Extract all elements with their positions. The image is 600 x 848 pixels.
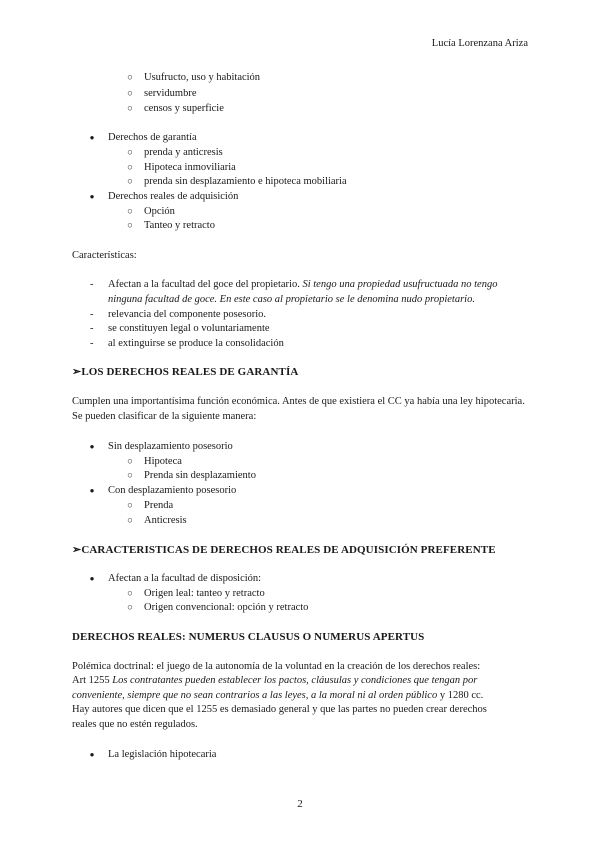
section-heading: ➢LOS DERECHOS REALES DE GARANTÍA xyxy=(72,366,299,378)
circle-bullet-icon: ○ xyxy=(127,603,133,613)
paragraph-line: Hay autores que dicen que el 1255 es demasiado general y que las partes no pueden crear derechos xyxy=(72,704,487,715)
list-item: Sin desplazamiento posesorio xyxy=(108,441,233,452)
list-item: Derechos reales de adquisición xyxy=(108,191,239,202)
characteristics-label: Características: xyxy=(72,250,137,261)
dash-bullet-icon: - xyxy=(90,309,94,320)
circle-bullet-icon: ○ xyxy=(127,589,133,599)
list-item: Con desplazamiento posesorio xyxy=(108,485,237,496)
circle-bullet-icon: ○ xyxy=(127,148,133,158)
page-number: 2 xyxy=(297,798,303,810)
list-item: relevancia del componente posesorio. xyxy=(108,309,267,320)
circle-bullet-icon: ○ xyxy=(127,207,133,217)
circle-bullet-icon: ○ xyxy=(127,471,133,481)
section-heading: ➢CARACTERISTICAS DE DERECHOS REALES DE ADQUISICIÓN PREFERENTE xyxy=(72,544,496,556)
paragraph: Cumplen una importantísima función económica. Antes de que existiera el CC ya había una ley hipotecaria. Se pueden clasificar de la siguiente manera: xyxy=(72,396,525,422)
section-heading: DERECHOS REALES: NUMERUS CLAUSUS O NUMERUS APERTUS xyxy=(72,631,425,643)
paragraph-line: conveniente, siempre que no sean contrarios a las leyes, a la moral ni al orden público y 1280 cc. xyxy=(72,690,484,701)
list-item: prenda y anticresis xyxy=(144,147,223,158)
author-name: Lucía Lorenzana Ariza xyxy=(431,38,528,49)
list-item: censos y superficie xyxy=(144,103,224,114)
paragraph-line: Art 1255 Los contratantes pueden establecer los pactos, cláusulas y condiciones que tengan por xyxy=(72,675,478,686)
list-item: Tanteo y retracto xyxy=(144,220,215,231)
circle-bullet-icon: ○ xyxy=(127,221,133,231)
circle-bullet-icon: ○ xyxy=(127,89,133,99)
dash-bullet-icon: - xyxy=(90,279,94,290)
list-item: se constituyen legal o voluntariamente xyxy=(108,323,270,334)
filled-bullet-icon: ● xyxy=(89,442,95,451)
filled-bullet-icon: ● xyxy=(89,486,95,495)
filled-bullet-icon: ● xyxy=(89,192,95,201)
arrowhead-icon: ➢ xyxy=(72,366,82,378)
circle-bullet-icon: ○ xyxy=(127,177,133,187)
circle-bullet-icon: ○ xyxy=(127,163,133,173)
filled-bullet-icon: ● xyxy=(89,574,95,583)
dash-bullet-icon: - xyxy=(90,323,94,334)
list-item: Opción xyxy=(144,206,175,217)
paragraph-line: Polémica doctrinal: el juego de la autonomía de la voluntad en la creación de los derechos reales: xyxy=(72,661,481,672)
list-item: Anticresis xyxy=(144,515,187,526)
list-item: Origen leal: tanteo y retracto xyxy=(144,588,265,599)
list-item: Hipoteca xyxy=(144,456,182,467)
arrowhead-icon: ➢ xyxy=(72,544,82,556)
list-item: Prenda xyxy=(144,500,174,511)
list-item: servidumbre xyxy=(144,88,197,99)
filled-bullet-icon: ● xyxy=(89,750,95,759)
list-item: Prenda sin desplazamiento xyxy=(144,470,256,481)
list-item: Afectan a la facultad del goce del propietario. Si tengo una propiedad usufructuada no tengo xyxy=(108,279,498,290)
circle-bullet-icon: ○ xyxy=(127,73,133,83)
list-item: Usufructo, uso y habitación xyxy=(144,72,261,83)
list-item: al extinguirse se produce la consolidación xyxy=(108,338,284,349)
circle-bullet-icon: ○ xyxy=(127,501,133,511)
paragraph-line: reales que no estén regulados. xyxy=(72,719,198,730)
list-item: Hipoteca inmoviliaria xyxy=(144,162,236,173)
filled-bullet-icon: ● xyxy=(89,133,95,142)
list-item-continuation: ninguna facultad de goce. En este caso al propietario se le denomina nudo propietario. xyxy=(108,294,475,305)
circle-bullet-icon: ○ xyxy=(127,516,133,526)
circle-bullet-icon: ○ xyxy=(127,104,133,114)
list-item: prenda sin desplazamiento e hipoteca mobiliaria xyxy=(144,176,347,187)
circle-bullet-icon: ○ xyxy=(127,457,133,467)
list-item: La legislación hipotecaria xyxy=(108,749,217,760)
list-item: Origen convencional: opción y retracto xyxy=(144,602,309,613)
list-item: Derechos de garantía xyxy=(108,132,197,143)
list-item: Afectan a la facultad de disposición: xyxy=(108,573,262,584)
dash-bullet-icon: - xyxy=(90,338,94,349)
